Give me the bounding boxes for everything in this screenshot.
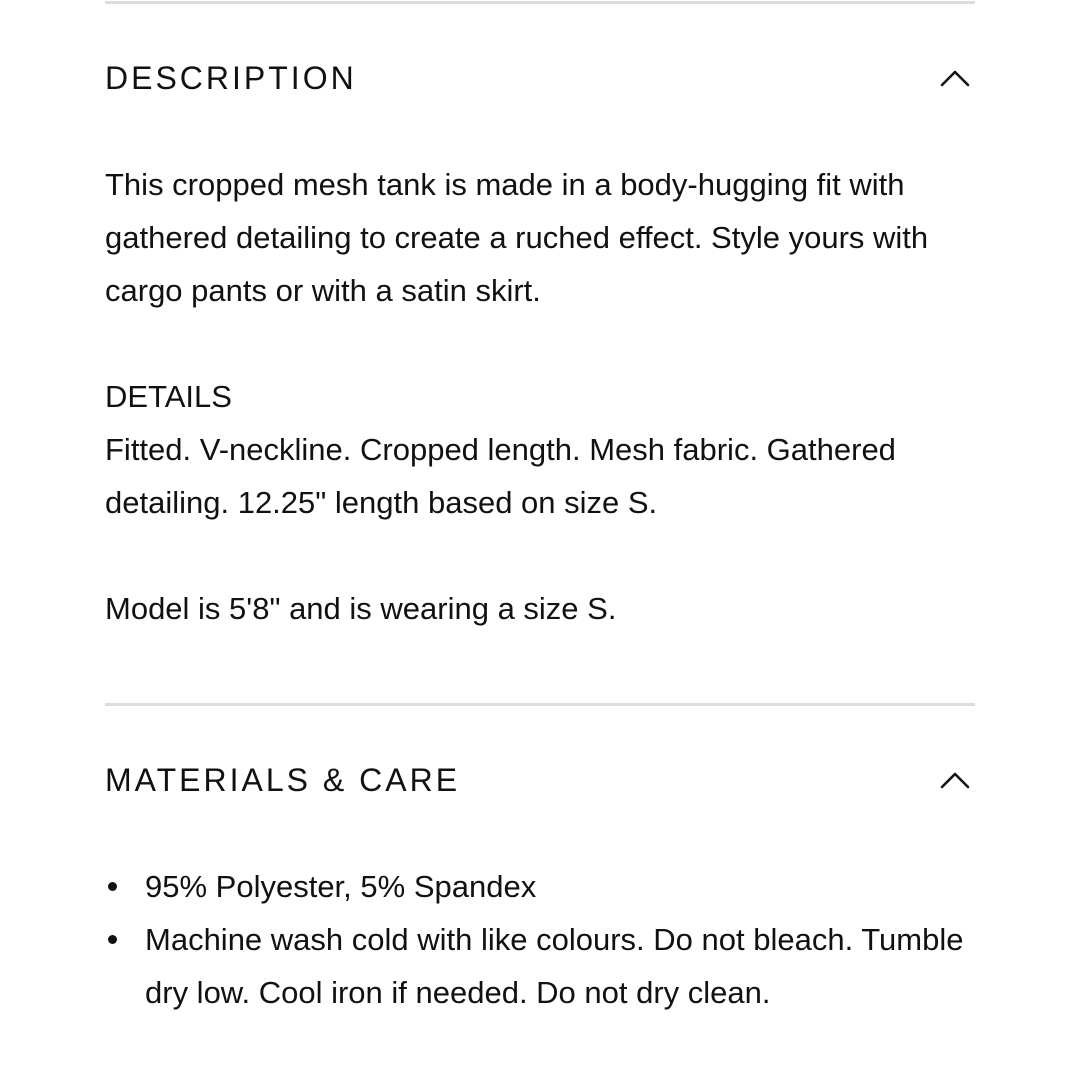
top-divider bbox=[105, 1, 975, 4]
chevron-up-icon[interactable] bbox=[935, 760, 975, 800]
bullet-icon bbox=[108, 882, 117, 891]
description-intro: This cropped mesh tank is made in a body-hugging fit with gathered detailing to create a ruched effect. Style yours with cargo pants or with a satin skirt. bbox=[105, 167, 929, 308]
details-text: Fitted. V-neckline. Cropped length. Mesh fabric. Gathered detailing. 12.25" length based on size S. bbox=[105, 432, 896, 520]
care-item-text: Machine wash cold with like colours. Do not bleach. Tumble dry low. Cool iron if needed. Do not dry clean. bbox=[145, 922, 964, 1010]
list-item bbox=[105, 913, 985, 1019]
bullet-icon bbox=[108, 935, 117, 944]
section-divider bbox=[105, 703, 975, 706]
model-info: Model is 5'8" and is wearing a size S. bbox=[105, 591, 617, 626]
materials-care-list bbox=[105, 860, 985, 1019]
description-accordion-header[interactable] bbox=[105, 48, 975, 108]
description-body bbox=[105, 158, 985, 635]
description-title: DESCRIPTION bbox=[105, 59, 357, 96]
care-item-text: 95% Polyester, 5% Spandex bbox=[145, 869, 537, 904]
chevron-up-icon[interactable] bbox=[935, 58, 975, 98]
list-item bbox=[105, 860, 985, 913]
materials-accordion-header[interactable] bbox=[105, 750, 975, 810]
details-heading: DETAILS bbox=[105, 379, 232, 414]
materials-title: MATERIALS & CARE bbox=[105, 761, 461, 798]
